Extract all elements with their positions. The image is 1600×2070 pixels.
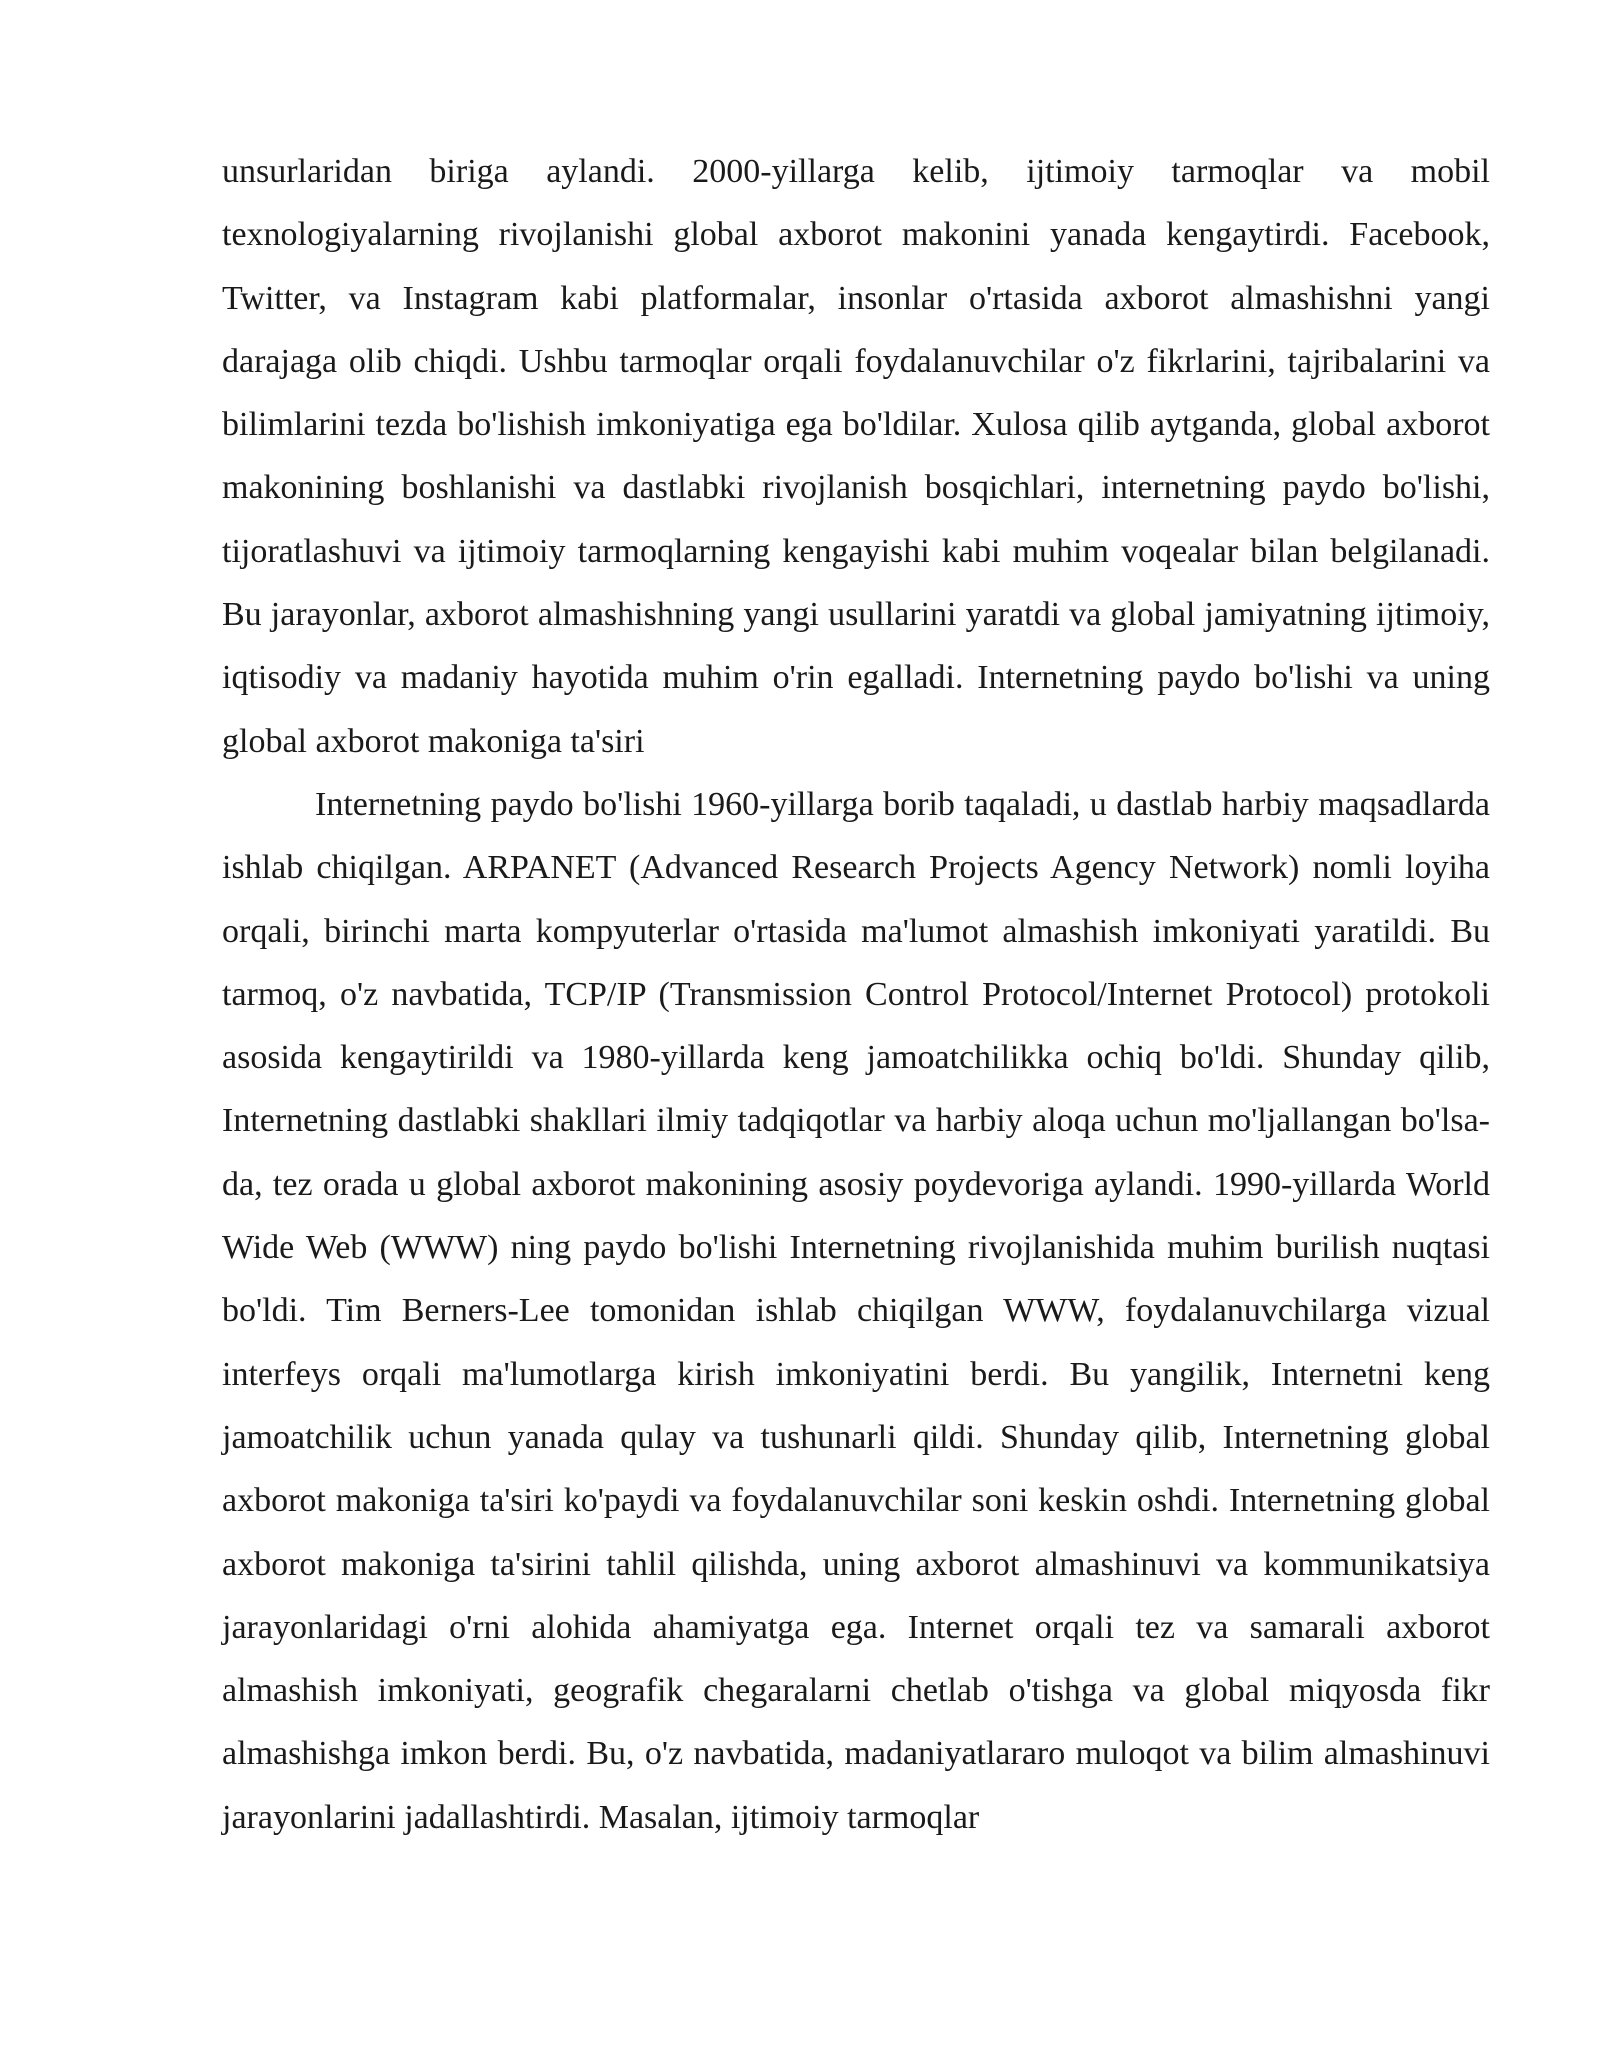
paragraph-continued: unsurlaridan biriga aylandi. 2000-yillarga kelib, ijtimoiy tarmoqlar va mobil texnologiyalarning rivojlanishi global axborot makonini yanada kengaytirdi. Facebook, Twitter, va Instagram kabi platformalar, insonlar o'rtasida axborot almashishni yangi darajaga olib chiqdi. Ushbu tarmoqlar orqali foydalanuvchilar o'z fikrlarini, tajribalarini va bilimlarini tezda bo'lishish imkoniyatiga ega bo'ldilar. Xulosa qilib aytganda, global axborot makonining boshlanishi va dastlabki rivojlanish bosqichlari, internetning paydo bo'lishi, tijoratlashuvi va ijtimoiy tarmoqlarning kengayishi kabi muhim voqealar bilan belgilanadi. Bu jarayonlar, axborot almashishning yangi usullarini yaratdi va global jamiyatning ijtimoiy, iqtisodiy va madaniy hayotida muhim o'rin egalladi. Internetning paydo bo'lishi va uning global axborot makoniga ta'siri xyxy=(222,153,1490,760)
paragraph-internet-origins: Internetning paydo bo'lishi 1960-yillarga borib taqaladi, u dastlab harbiy maqsadlarda ishlab chiqilgan. ARPANET (Advanced Research Projects Agency Network) nomli loyiha orqali, birinchi marta kompyuterlar o'rtasida ma'lumot almashish imkoniyati yaratildi. Bu tarmoq, o'z navbatida, TCP/IP (Transmission Control Protocol/Internet Protocol) protokoli asosida kengaytirildi va 1980-yillarda keng jamoatchilikka ochiq bo'ldi. Shunday qilib, Internetning dastlabki shakllari ilmiy tadqiqotlar va harbiy aloqa uchun mo'ljallangan bo'lsa-da, tez orada u global axborot makonining asosiy poydevoriga aylandi. 1990-yillarda World Wide Web (WWW) ning paydo bo'lishi Internetning rivojlanishida muhim burilish nuqtasi bo'ldi. Tim Berners-Lee tomonidan ishlab chiqilgan WWW, foydalanuvchilarga vizual interfeys orqali ma'lumotlarga kirish imkoniyatini berdi. Bu yangilik, Internetni keng jamoatchilik uchun yanada qulay va tushunarli qildi. Shunday qilib, Internetning global axborot makoniga ta'siri ko'paydi va foydalanuvchilar soni keskin oshdi. Internetning global axborot makoniga ta'sirini tahlil qilishda, uning axborot almashinuvi va kommunikatsiya jarayonlaridagi o'rni alohida ahamiyatga ega. Internet orqali tez va samarali axborot almashish imkoniyati, geografik chegaralarni chetlab o'tishga va global miqyosda fikr almashishga imkon berdi. Bu, o'z navbatida, madaniyatlararo muloqot va bilim almashinuvi jarayonlarini jadallashtirdi. Masalan, ijtimoiy tarmoqlar xyxy=(222,785,1490,1836)
body-text xyxy=(222,140,1490,1849)
